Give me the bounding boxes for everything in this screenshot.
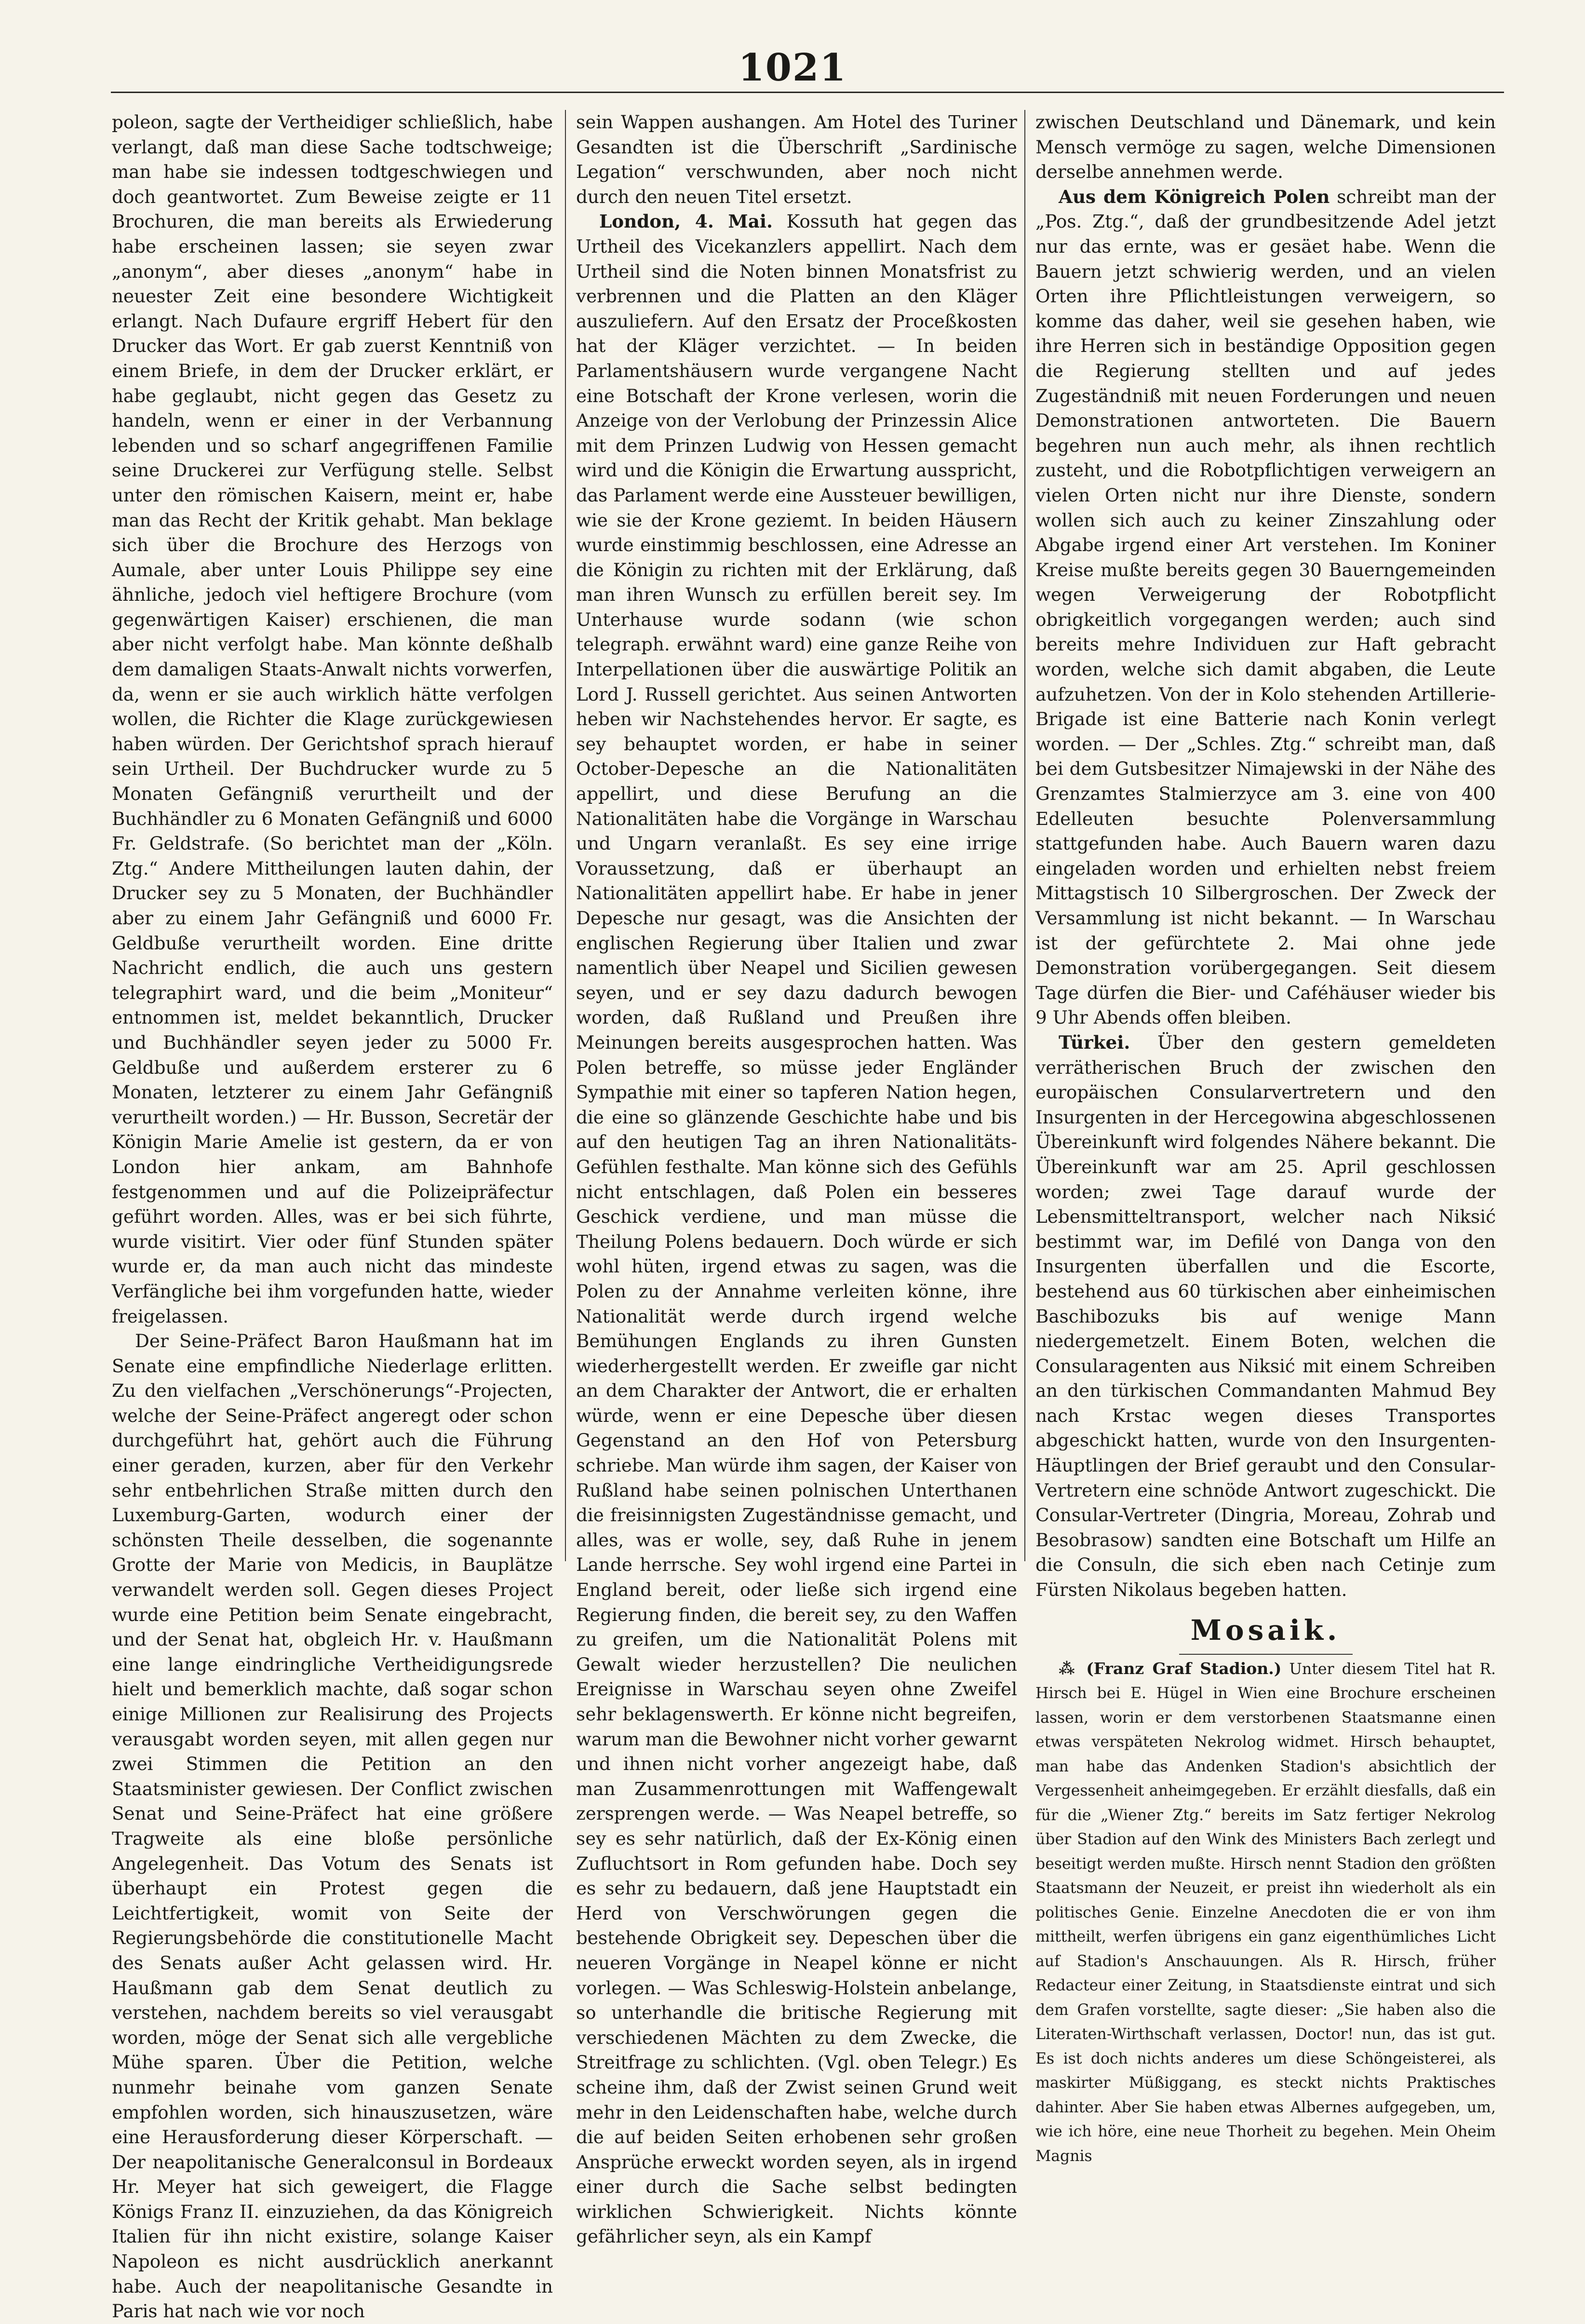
column-3 <box>1035 110 1496 2168</box>
london-text: Kossuth hat gegen das Urtheil des Vicekanzlers appellirt. Nach dem Urtheil sind die Noten binnen Monatsfrist zu verbrennen und die Platten an den Kläger auszuliefern. Auf den Ersatz der Proceßkosten hat der Kläger verzichtet. — In beiden Parlamentshäusern wurde vergangene Nacht eine Botschaft der Krone verlesen, worin die Anzeige von der Verlobung der Prinzessin Alice mit dem Prinzen Ludwig von Hessen gemacht wird und die Königin die Erwartung ausspricht, das Parlament werde eine Aussteuer bewilligen, wie sie der Krone geziemt. In beiden Häusern wurde einstimmig beschlossen, eine Adresse an die Königin zu richten mit der Erklärung, daß man ihren Wunsch zu erfüllen bereit sey. Im Unterhause wurde sodann (wie schon telegraph. erwähnt ward) eine ganze Reihe von Interpellationen über die auswärtige Politik an Lord J. Russell gerichtet. Aus seinen Antworten heben wir Nachstehendes hervor. Er sagte, es sey behauptet worden, er habe in seiner October-Depesche an die Nationalitäten appellirt, und diese Berufung an die Nationalitäten habe die Vorgänge in Warschau und Ungarn veranlaßt. Es sey eine irrige Voraussetzung, daß er überhaupt an Nationalitäten appellirt habe. Er habe in jener Depesche nur gesagt, was die Ansichten der englischen Regierung über Italien und zwar namentlich über Neapel und Sicilien gewesen seyen, und er sey dazu dadurch bewogen worden, daß Rußland und Preußen ihre Meinungen bereits ausgesprochen hatten. Was Polen betreffe, so müsse jeder Engländer Sympathie mit einer so tapferen Nation hegen, die eine so glänzende Geschichte habe und bis auf den heutigen Tag an ihren Nationalitäts-Gefühlen festhalte. Man könne sich des Gefühls nicht entschlagen, daß Polen ein besseres Geschick verdiene, und man müsse die Theilung Polens bedauern. Doch würde er sich wohl hüten, irgend etwas zu sagen, was die Polen zu der Annahme verleiten könne, ihre Nationalität werde durch irgend welche Bemühungen Englands zu ihren Gunsten wiederhergestellt werden. Er zweifle gar nicht an dem Charakter der Antwort, die er erhalten würde, wenn er eine Depesche über diesen Gegenstand an den Hof von Petersburg schriebe. Man würde ihm sagen, der Kaiser von Rußland habe seinen polnischen Unterthanen die freisinnigsten Zugeständnisse gemacht, und alles, was er wolle, sey, daß Ruhe in jenem Lande herrsche. Sey wohl irgend eine Partei in England bereit, oder ließe sich irgend eine Regierung finden, die bereit sey, zu den Waffen zu greifen, um die Nationalität Polens mit Gewalt wieder herzustellen? Die neulichen Ereignisse in Warschau seyen ohne Zweifel sehr beklagenswerth. Er könne nicht begreifen, warum man die Bewohner nicht vorher gewarnt und ihnen nicht vorher angezeigt habe, daß man Zusammenrottungen mit Waffengewalt zersprengen werde. — Was Neapel betreffe, so sey es sehr natürlich, daß der Ex-König einen Zufluchtsort in Rom gefunden habe. Doch sey es sehr zu bedauern, daß jene Hauptstadt ein Herd von Verschwörungen gegen die bestehende Obrigkeit sey. Depeschen über die neueren Vorgänge in Neapel könne er nicht vorlegen. — Was Schleswig-Holstein anbelange, so unterhandle die britische Regierung mit verschiedenen Mächten zu dem Zwecke, die Streitfrage zu schlichten. (Vgl. oben Telegr.) Es scheine ihm, daß der Zwist seinen Grund weit mehr in den Leidenschaften habe, welche durch die auf beiden Seiten erhobenen sehr großen Ansprüche erweckt worden seyen, als in irgend einer durch die Sache selbst bedingten wirklichen Schwierigkeit. Nichts könnte gefährlicher seyn, als ein Kampf <box>576 211 1017 2247</box>
column-divider-2 <box>1024 110 1025 1561</box>
dateline-london: London, 4. Mai. <box>599 211 773 232</box>
section-title-mosaik: Mosaik. <box>1190 1613 1341 1647</box>
column-2 <box>576 110 1017 2249</box>
paragraph-seine-prefect: Der Seine-Präfect Baron Haußmann hat im Senate eine empfindliche Niederlage erlitten. Zu den vielfachen „Verschönerungs“-Projecten, welche der Seine-Präfect angeregt oder schon durchgeführt hat, gehört auch die Führung einer geraden, kurzen, aber für den Verkehr sehr entbehrlichen Straße mitten durch den Luxemburg-Garten, wodurch einer der schönsten Theile desselben, die sogenannte Grotte der Marie von Medicis, in Bauplätze verwandelt werden soll. Gegen dieses Project wurde eine Petition beim Senate eingebracht, und der Senat hat, obgleich Hr. v. Haußmann eine lange eindringliche Vertheidigungsrede hielt und bemerklich machte, daß sogar schon einige Millionen zur Realisirung des Projects verausgabt worden seyen, mit allen gegen nur zwei Stimmen die Petition an den Staatsminister gewiesen. Der Conflict zwischen Senat und Seine-Präfect hat eine größere Tragweite als eine bloße persönliche Angelegenheit. Das Votum des Senats ist überhaupt ein Protest gegen die Leichtfertigkeit, womit von Seite der Regierungsbehörde die constitutionelle Macht des Senats außer Acht gelassen wird. Hr. Haußmann gab dem Senat deutlich zu verstehen, nachdem bereits so viel verausgabt worden, möge der Senat sich alle vergebliche Mühe sparen. Über die Petition, welche nunmehr beinahe vom ganzen Senate empfohlen worden, sich hinauszusetzen, wäre eine Herausforderung dieser Körperschaft. — Der neapolitanische Generalconsul in Bordeaux Hr. Meyer hat sich geweigert, die Flagge Königs Franz II. einzuziehen, da das Königreich Italien für ihn nicht existire, solange Kaiser Napoleon es nicht ausdrücklich anerkannt habe. Auch der neapolitanische Gesandte in Paris hat nach wie vor noch <box>112 1330 553 2322</box>
dateline-poland: Aus dem Königreich Polen <box>1059 186 1330 207</box>
paragraph-trial-verdict: poleon, sagte der Vertheidiger schließlich, habe verlangt, daß man diese Sache todtschweige; man habe sie indessen todtgeschwiegen und doch geantwortet. Zum Beweise zeigte er 11 Brochuren, die man bereits als Erwiederung habe erscheinen lassen; sie seyen zwar „anonym“, aber dieses „anonym“ habe in neuester Zeit eine besondere Wichtigkeit erlangt. Nach Dufaure ergriff Hebert für den Drucker das Wort. Er gab zuerst Kenntniß von einem Briefe, in dem der Drucker erklärt, er habe geglaubt, nicht gegen das Gesetz zu handeln, wenn er einer in der Verbannung lebenden und so scharf angegriffenen Familie seine Druckerei zur Verfügung stelle. Selbst unter den römischen Kaisern, meint er, habe man das Recht der Kritik gehabt. Man beklage sich über die Brochure des Herzogs von Aumale, aber unter Louis Philippe sey eine ähnliche, jedoch viel heftigere Brochure (vom gegenwärtigen Kaiser) erschienen, die man aber nicht verfolgt habe. Man könnte deßhalb dem damaligen Staats-Anwalt nichts vorwerfen, da, wenn er sie auch wirklich hätte verfolgen wollen, die Richter die Klage zurückgewiesen haben würden. Der Gerichtshof sprach hierauf sein Urtheil. Der Buchdrucker wurde zu 5 Monaten Gefängniß verurtheilt und der Buchhändler zu 6 Monaten Gefängniß und 6000 Fr. Geldstrafe. (So berichtet man der „Köln. Ztg.“ Andere Mittheilungen lauten dahin, der Drucker sey zu 5 Monaten, der Buchhändler aber zu einem Jahr Gefängniß und 6000 Fr. Geldbuße verurtheilt worden. Eine dritte Nachricht endlich, die auch uns gestern telegraphirt ward, und die beim „Moniteur“ entnommen ist, meldet bekanntlich, Drucker und Buchhändler seyen jeder zu 5000 Fr. Geldbuße und außerdem ersterer zu 6 Monaten, letzterer zu einem Jahr Gefängniß verurtheilt worden.) — Hr. Busson, Secretär der Königin Marie Amelie ist gestern, da er von London hier ankam, am Bahnhofe festgenommen und auf die Polizeipräfectur geführt worden. Alles, was er bei sich führte, wurde visitirt. Vier oder fünf Stunden später wurde er, da man auch nicht das mindeste Verfängliche bei ihm vorgefunden hatte, wieder freigelassen. <box>112 111 553 1327</box>
column-divider-1 <box>565 110 566 1561</box>
paragraph-turin-legation: sein Wappen aushangen. Am Hotel des Turiner Gesandten ist die Überschrift „Sardinische Legation“ verschwunden, aber noch nicht durch den neuen Titel ersetzt. <box>576 111 1017 207</box>
mosaik-heading: ⁂ (Franz Graf Stadion.) <box>1059 1659 1282 1678</box>
turkey-text: Über den gestern gemeldeten verrätherischen Bruch der zwischen den europäischen Consularvertretern und den Insurgenten in der Hercegowina abgeschlossenen Übereinkunft wird folgendes Nähere bekannt. Die Übereinkunft war am 25. April geschlossen worden; zwei Tage darauf wurde der Lebensmitteltransport, welcher nach Niksić bestimmt war, im Defilé von Danga von den Insurgenten überfallen und die Escorte, bestehend aus 60 türkischen aber einheimischen Baschibozuks bis auf wenige Mann niedergemetzelt. Einem Boten, welchen die Consularagenten aus Niksić mit einem Schreiben an den türkischen Commandanten Mahmud Bey nach Krstac wegen dieses Transportes abgeschickt hatten, wurde von den Insurgenten-Häuptlingen der Brief geraubt und den Consular-Vertretern eine schnöde Antwort zugeschickt. Die Consular-Vertreter (Dingria, Moreau, Zohrab und Besobrasow) sandten eine Botschaft um Hilfe an die Consuln, die sich eben nach Cetinje zum Fürsten Nikolaus begeben hatten. <box>1035 1031 1496 1601</box>
paragraph-london <box>576 209 1017 2249</box>
paragraph-poland <box>1035 185 1496 1030</box>
paragraph-denmark: zwischen Deutschland und Dänemark, und kein Mensch vermöge zu sagen, welche Dimensionen derselbe annehmen werde. <box>1035 111 1496 183</box>
paragraph-turkey <box>1035 1030 1496 1603</box>
dateline-turkey: Türkei. <box>1059 1031 1130 1053</box>
paragraph-mosaik <box>1035 1657 1496 2169</box>
mosaik-rule <box>1179 1654 1353 1655</box>
mosaik-text: Unter diesem Titel hat R. Hirsch bei E. Hügel in Wien eine Brochure erscheinen lassen, worin er dem verstorbenen Staatsmanne einen etwas verspäteten Nekrolog widmet. Hirsch behauptet, man habe das Andenken Stadion's absichtlich der Vergessenheit anheimgegeben. Er erzählt diesfalls, daß ein für die „Wiener Ztg.“ bereits im Satz fertiger Nekrolog über Stadion auf den Wink des Ministers Bach zerlegt und beseitigt werden mußte. Hirsch nennt Stadion den größten Staatsmann der Neuzeit, er preist ihn wiederholt als ein politisches Genie. Einzelne Anecdoten die er von ihm mittheilt, werfen übrigens ein ganz eigenthümliches Licht auf Stadion's Anschauungen. Als R. Hirsch, früher Redacteur einer Zeitung, in Staatsdienste eintrat und sich dem Grafen vorstellte, sagte dieser: „Sie haben also die Literaten-Wirthschaft verlassen, Doctor! nun, das ist gut. Es ist doch nichts anderes um diese Schöngeisterei, als maskirter Müßiggang, es steckt nichts Praktisches dahinter. Aber Sie haben etwas Albernes aufgegeben, um, wie ich höre, eine neue Thorheit zu begehen. Mein Oheim Magnis <box>1035 1660 1496 2165</box>
header-rule <box>111 92 1504 93</box>
column-1 <box>112 110 553 2324</box>
poland-text: schreibt man der „Pos. Ztg.“, daß der grundbesitzende Adel jetzt nur das ernte, was er gesäet habe. Wenn die Bauern jetzt schwierig werden, und an vielen Orten ihre Pflichtleistungen verweigern, so komme das daher, weil sie gesehen haben, wie ihre Herren sich in beständige Opposition gegen die Regierung stellten und auf jedes Zugeständniß mit neuen Forderungen und neuen Demonstrationen antworteten. Die Bauern begehren nun auch mehr, als ihnen rechtlich zusteht, und die Robotpflichtigen verweigern an vielen Orten nicht nur ihre Dienste, sondern wollen sich auch zu keiner Zinszahlung oder Abgabe irgend einer Art verstehen. Im Koniner Kreise mußte bereits gegen 30 Bauerngemeinden wegen Verweigerung der Robotpflicht obrigkeitlich vorgegangen werden; auch sind bereits mehre Individuen zur Haft gebracht worden, welche sich damit abgaben, die Leute aufzuhetzen. Von der in Kolo stehenden Artillerie-Brigade ist eine Batterie nach Konin verlegt worden. — Der „Schles. Ztg.“ schreibt man, daß bei dem Gutsbesitzer Nimajewski in der Nähe des Grenzamtes Stalmierzyce am 3. eine von 400 Edelleuten besuchte Polenversammlung stattgefunden habe. Auch Bauern waren dazu eingeladen worden und erhielten nebst freiem Mittagstisch 10 Silbergroschen. Der Zweck der Versammlung ist nicht bekannt. — In Warschau ist der gefürchtete 2. Mai ohne jede Demonstration vorübergegangen. Seit diesem Tage dürfen die Bier- und Caféhäuser wieder bis 9 Uhr Abends offen bleiben. <box>1035 186 1496 1028</box>
page-number: 1021 <box>738 46 847 90</box>
